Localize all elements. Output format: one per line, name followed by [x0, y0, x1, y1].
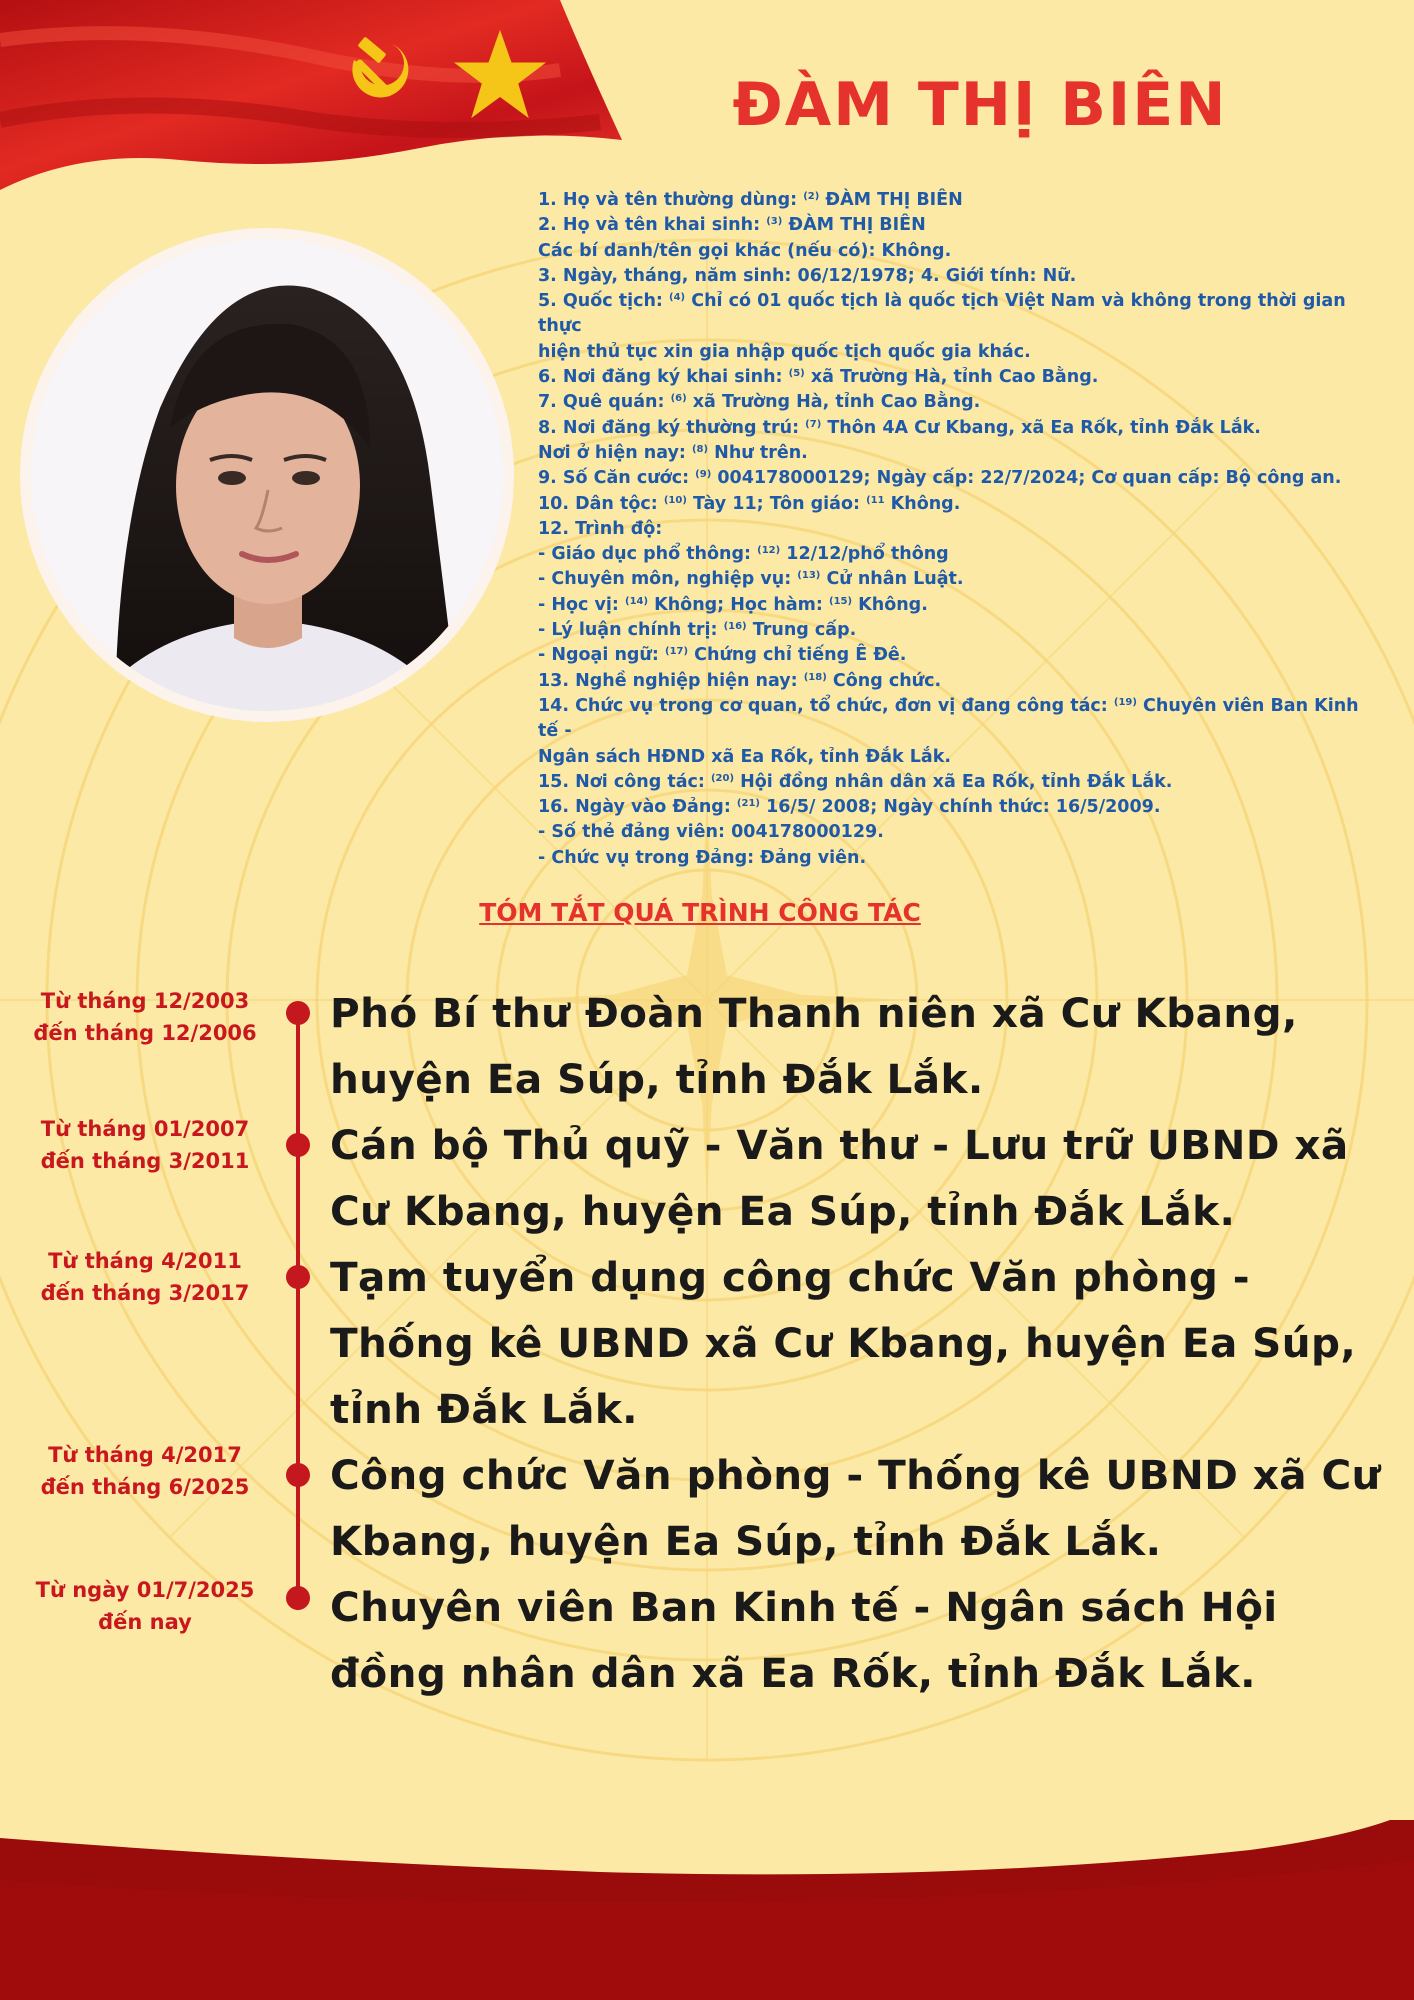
- info-line: 1. Họ và tên thường dùng: $^{(2)}$ ĐÀM THỊ BIÊN: [538, 190, 963, 210]
- info-line: 8. Nơi đăng ký thường trú: $^{(7)}$ Thôn 4A Cư Kbang, xã Ea Rốk, tỉnh Đắk Lắk.: [538, 417, 1261, 438]
- star-icon: [452, 28, 548, 120]
- info-line: Ngân sách HĐND xã Ea Rốk, tỉnh Đắk Lắk.: [538, 746, 952, 767]
- info-line: 3. Ngày, tháng, năm sinh: 06/12/1978; 4. Giới tính: Nữ.: [538, 265, 1077, 286]
- info-line: 16. Ngày vào Đảng: $^{(21)}$ 16/5/ 2008; Ngày chính thức: 16/5/2009.: [538, 797, 1161, 818]
- person-name-title: ĐÀM THỊ BIÊN: [732, 70, 1228, 140]
- portrait-photo: [20, 228, 514, 722]
- info-line: - Giáo dục phổ thông: $^{(12)}$ 12/12/phổ thông: [538, 544, 949, 565]
- info-line: 12. Trình độ:: [538, 518, 663, 539]
- timeline-dot: [286, 1265, 310, 1289]
- info-line: Các bí danh/tên gọi khác (nếu có): Không.: [538, 240, 952, 261]
- timeline-dot: [286, 1463, 310, 1487]
- info-line: 14. Chức vụ trong cơ quan, tổ chức, đơn vị đang công tác: $^{(19)}$ Chuyên viên Ban Kinh tế -: [538, 695, 1365, 742]
- work-history-title: TÓM TẮT QUÁ TRÌNH CÔNG TÁC: [479, 898, 921, 927]
- timeline-dot: [286, 1586, 310, 1610]
- personal-info-list: [538, 188, 1368, 871]
- info-line: 2. Họ và tên khai sinh: $^{(3)}$ ĐÀM THỊ BIÊN: [538, 215, 926, 236]
- info-line: - Lý luận chính trị: $^{(16)}$ Trung cấp.: [538, 620, 857, 641]
- info-line: - Số thẻ đảng viên: 004178000129.: [538, 822, 884, 843]
- timeline-line: [296, 1010, 300, 1610]
- info-line: 7. Quê quán: $^{(6)}$ xã Trường Hà, tỉnh Cao Bằng.: [538, 392, 981, 413]
- info-line: - Chuyên môn, nghiệp vụ: $^{(13)}$ Cử nhân Luật.: [538, 569, 964, 590]
- footer-wave: [0, 1820, 1414, 2000]
- timeline-dot: [286, 1133, 310, 1157]
- info-line: 10. Dân tộc: $^{(10)}$ Tày 11; Tôn giáo: $^{(11}$ Không.: [538, 493, 961, 514]
- timeline-date: Từ tháng 4/2017 đến tháng 6/2025: [40, 1443, 250, 1499]
- info-line: Nơi ở hiện nay: $^{(8)}$ Như trên.: [538, 442, 808, 463]
- timeline-entry: Tạm tuyển dụng công chức Văn phòng - Thống kê UBND xã Cư Kbang, huyện Ea Súp, tỉnh Đắk Lắk.: [330, 1253, 1357, 1433]
- hammer-sickle-icon: [340, 30, 420, 110]
- info-line: 15. Nơi công tác: $^{(20)}$ Hội đồng nhân dân xã Ea Rốk, tỉnh Đắk Lắk.: [538, 771, 1173, 792]
- timeline-date: Từ ngày 01/7/2025 đến nay: [35, 1578, 255, 1634]
- timeline-dot: [286, 1001, 310, 1025]
- timeline-entry: Công chức Văn phòng - Thống kê UBND xã Cư Kbang, huyện Ea Súp, tỉnh Đắk Lắk.: [330, 1451, 1381, 1565]
- info-line: 5. Quốc tịch: $^{(4)}$ Chỉ có 01 quốc tịch là quốc tịch Việt Nam và không trong thời gian thực: [538, 291, 1352, 337]
- info-line: 13. Nghề nghiệp hiện nay: $^{(18)}$ Công chức.: [538, 670, 942, 691]
- info-line: 6. Nơi đăng ký khai sinh: $^{(5)}$ xã Trường Hà, tỉnh Cao Bằng.: [538, 367, 1099, 388]
- info-line: - Chức vụ trong Đảng: Đảng viên.: [538, 847, 867, 868]
- info-line: 9. Số Căn cước: $^{(9)}$ 004178000129; Ngày cấp: 22/7/2024; Cơ quan cấp: Bộ công an.: [538, 468, 1342, 489]
- timeline-date: Từ tháng 4/2011 đến tháng 3/2017: [40, 1249, 250, 1305]
- timeline-entry: Phó Bí thư Đoàn Thanh niên xã Cư Kbang, huyện Ea Súp, tỉnh Đắk Lắk.: [330, 989, 1298, 1103]
- timeline-entry: Chuyên viên Ban Kinh tế - Ngân sách Hội đồng nhân dân xã Ea Rốk, tỉnh Đắk Lắk.: [330, 1583, 1278, 1697]
- info-line: hiện thủ tục xin gia nhập quốc tịch quốc gia khác.: [538, 341, 1031, 362]
- timeline-date: Từ tháng 12/2003 đến tháng 12/2006: [33, 989, 257, 1045]
- timeline-date: Từ tháng 01/2007 đến tháng 3/2011: [40, 1117, 250, 1173]
- info-line: - Ngoại ngữ: $^{(17)}$ Chứng chỉ tiếng Ê Đê.: [538, 645, 907, 666]
- info-line: - Học vị: $^{(14)}$ Không; Học hàm: $^{(15)}$ Không.: [538, 594, 928, 615]
- timeline-entry: Cán bộ Thủ quỹ - Văn thư - Lưu trữ UBND xã Cư Kbang, huyện Ea Súp, tỉnh Đắk Lắk.: [330, 1121, 1349, 1235]
